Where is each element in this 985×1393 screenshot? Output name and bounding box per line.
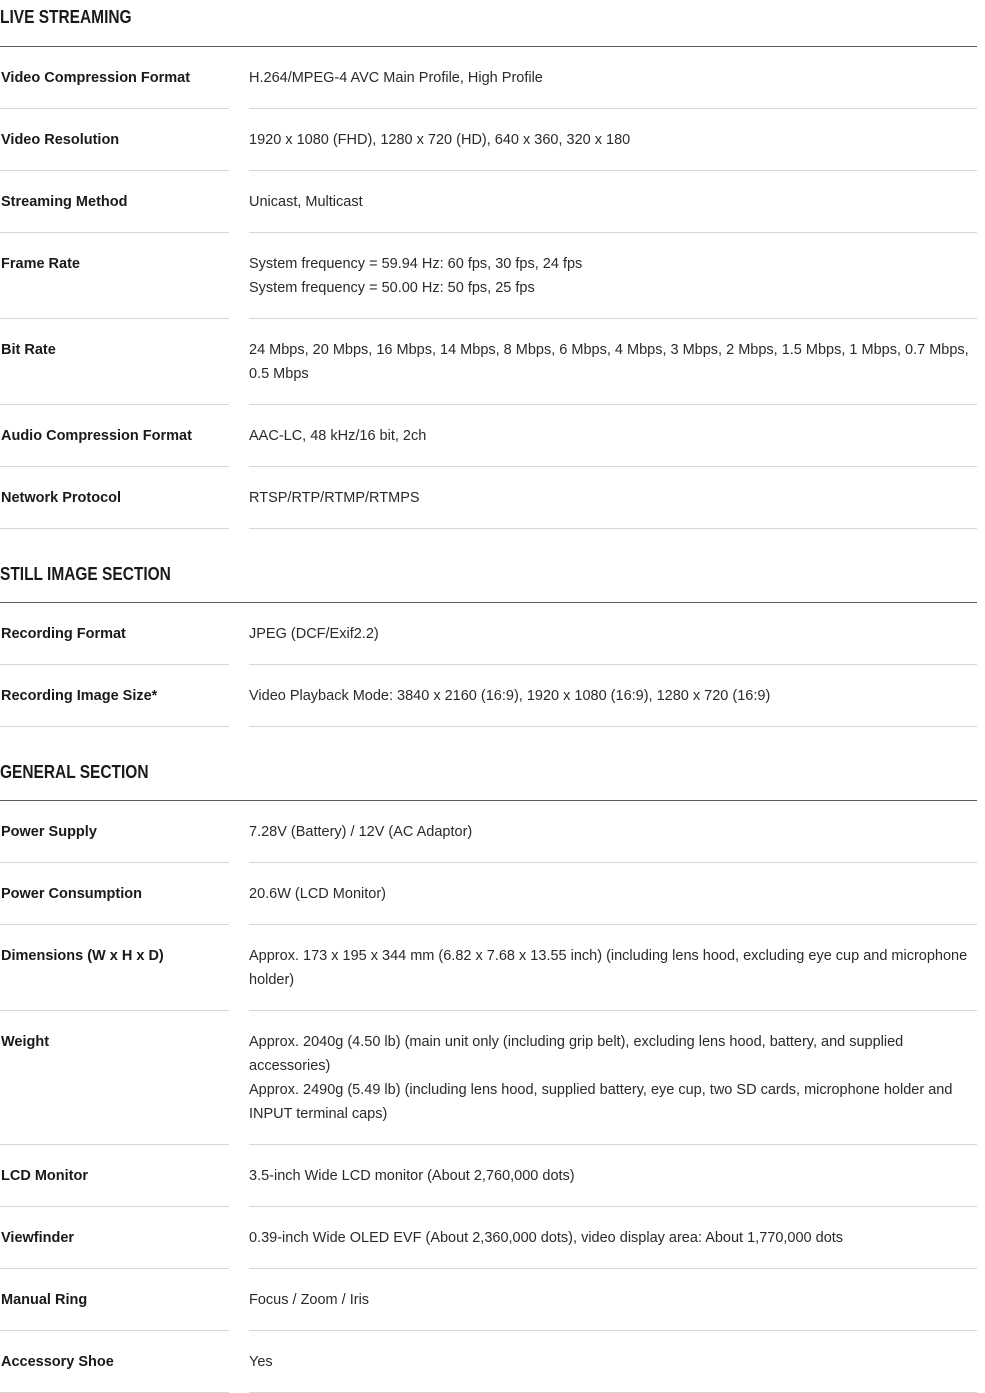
spec-label: Recording Format xyxy=(0,603,229,665)
spec-value-line: 20.6W (LCD Monitor) xyxy=(249,886,386,902)
spec-row-accessory-shoe xyxy=(0,1331,977,1393)
column-gap xyxy=(229,665,249,727)
spec-row-audio-compression-format xyxy=(0,405,977,467)
spec-section-live-streaming xyxy=(0,0,977,529)
spec-row-video-compression-format xyxy=(0,47,977,109)
column-gap xyxy=(229,801,249,863)
column-gap xyxy=(229,1145,249,1207)
spec-label: LCD Monitor xyxy=(0,1145,229,1207)
section-title: LIVE STREAMING xyxy=(0,7,132,27)
spec-label: Network Protocol xyxy=(0,467,229,529)
column-gap xyxy=(229,925,249,1011)
column-gap xyxy=(229,109,249,171)
spec-row-viewfinder xyxy=(0,1207,977,1269)
column-gap xyxy=(229,171,249,233)
spec-value xyxy=(249,467,977,529)
spec-value xyxy=(249,925,977,1011)
spec-section-general-section xyxy=(0,754,977,1393)
spec-value xyxy=(249,801,977,863)
column-gap xyxy=(229,233,249,319)
spec-value-line: System frequency = 59.94 Hz: 60 fps, 30 fps, 24 fps xyxy=(249,256,583,272)
spec-value-line: Approx. 2490g (5.49 lb) (including lens hood, supplied battery, eye cup, two SD cards, microphone holder and INPUT terminal caps) xyxy=(249,1082,953,1122)
spec-label: Accessory Shoe xyxy=(0,1331,229,1393)
column-gap xyxy=(229,863,249,925)
spec-value-line: System frequency = 50.00 Hz: 50 fps, 25 fps xyxy=(249,280,535,296)
spec-value xyxy=(249,665,977,727)
column-gap xyxy=(229,405,249,467)
spec-value xyxy=(249,1207,977,1269)
spec-value-line: 24 Mbps, 20 Mbps, 16 Mbps, 14 Mbps, 8 Mbps, 6 Mbps, 4 Mbps, 3 Mbps, 2 Mbps, 1.5 Mbps, 1 Mbps, 0.7 Mbps, 0.5 Mbps xyxy=(249,342,969,382)
column-gap xyxy=(229,467,249,529)
spec-row-video-resolution xyxy=(0,109,977,171)
spec-label: Streaming Method xyxy=(0,171,229,233)
spec-label: Audio Compression Format xyxy=(0,405,229,467)
spec-value xyxy=(249,1145,977,1207)
column-gap xyxy=(229,319,249,405)
spec-row-recording-image-size xyxy=(0,665,977,727)
section-header xyxy=(0,754,977,801)
spec-section-still-image-section xyxy=(0,556,977,727)
spec-row-lcd-monitor xyxy=(0,1145,977,1207)
spec-value-line: 7.28V (Battery) / 12V (AC Adaptor) xyxy=(249,824,473,840)
spec-row-streaming-method xyxy=(0,171,977,233)
section-title: STILL IMAGE SECTION xyxy=(0,564,171,584)
spec-row-dimensions-w-x-h-x-d xyxy=(0,925,977,1011)
column-gap xyxy=(229,1331,249,1393)
spec-value-line: AAC-LC, 48 kHz/16 bit, 2ch xyxy=(249,428,427,444)
spec-row-frame-rate xyxy=(0,233,977,319)
spec-value-line: Approx. 173 x 195 x 344 mm (6.82 x 7.68 x 13.55 inch) (including lens hood, excluding eye cup and microphone holder) xyxy=(249,948,968,988)
spec-value-line: 3.5-inch Wide LCD monitor (About 2,760,000 dots) xyxy=(249,1168,575,1184)
spec-row-recording-format xyxy=(0,603,977,665)
column-gap xyxy=(229,1207,249,1269)
spec-label: Frame Rate xyxy=(0,233,229,319)
spec-value-line: 0.39-inch Wide OLED EVF (About 2,360,000 dots), video display area: About 1,770,000 dots xyxy=(249,1230,844,1246)
column-gap xyxy=(229,1011,249,1145)
spec-value xyxy=(249,109,977,171)
spec-value-line: RTSP/RTP/RTMP/RTMPS xyxy=(249,490,420,506)
section-title: GENERAL SECTION xyxy=(0,762,149,782)
section-header xyxy=(0,0,977,47)
spec-value-line: 1920 x 1080 (FHD), 1280 x 720 (HD), 640 x 360, 320 x 180 xyxy=(249,132,631,148)
section-header xyxy=(0,556,977,603)
spec-row-network-protocol xyxy=(0,467,977,529)
spec-value xyxy=(249,405,977,467)
spec-row-manual-ring xyxy=(0,1269,977,1331)
spec-label: Recording Image Size* xyxy=(0,665,229,727)
spec-label: Manual Ring xyxy=(0,1269,229,1331)
column-gap xyxy=(229,1269,249,1331)
spec-value-line: Focus / Zoom / Iris xyxy=(249,1292,370,1308)
spec-value xyxy=(249,47,977,109)
spec-value xyxy=(249,319,977,405)
spec-label: Video Compression Format xyxy=(0,47,229,109)
spec-value-line: Unicast, Multicast xyxy=(249,194,363,210)
spec-label: Viewfinder xyxy=(0,1207,229,1269)
spec-value xyxy=(249,1011,977,1145)
spec-label: Dimensions (W x H x D) xyxy=(0,925,229,1011)
section-spacer xyxy=(0,727,977,754)
spec-label: Bit Rate xyxy=(0,319,229,405)
spec-value xyxy=(249,1331,977,1393)
spec-row-power-supply xyxy=(0,801,977,863)
spec-value xyxy=(249,863,977,925)
spec-label: Video Resolution xyxy=(0,109,229,171)
spec-value xyxy=(249,233,977,319)
spec-value-line: Video Playback Mode: 3840 x 2160 (16:9), 1920 x 1080 (16:9), 1280 x 720 (16:9) xyxy=(249,688,771,704)
spec-row-bit-rate xyxy=(0,319,977,405)
spec-value-line: JPEG (DCF/Exif2.2) xyxy=(249,626,379,642)
spec-value xyxy=(249,603,977,665)
spec-label: Power Consumption xyxy=(0,863,229,925)
spec-value xyxy=(249,1269,977,1331)
spec-value-line: Yes xyxy=(249,1354,273,1370)
section-spacer xyxy=(0,529,977,556)
spec-label: Power Supply xyxy=(0,801,229,863)
spec-label: Weight xyxy=(0,1011,229,1145)
spec-row-power-consumption xyxy=(0,863,977,925)
spec-value-line: Approx. 2040g (4.50 lb) (main unit only (including grip belt), excluding lens hood, battery, and supplied accessories) xyxy=(249,1034,904,1074)
column-gap xyxy=(229,47,249,109)
spec-value-line: H.264/MPEG-4 AVC Main Profile, High Profile xyxy=(249,70,543,86)
column-gap xyxy=(229,603,249,665)
spec-row-weight xyxy=(0,1011,977,1145)
spec-value xyxy=(249,171,977,233)
